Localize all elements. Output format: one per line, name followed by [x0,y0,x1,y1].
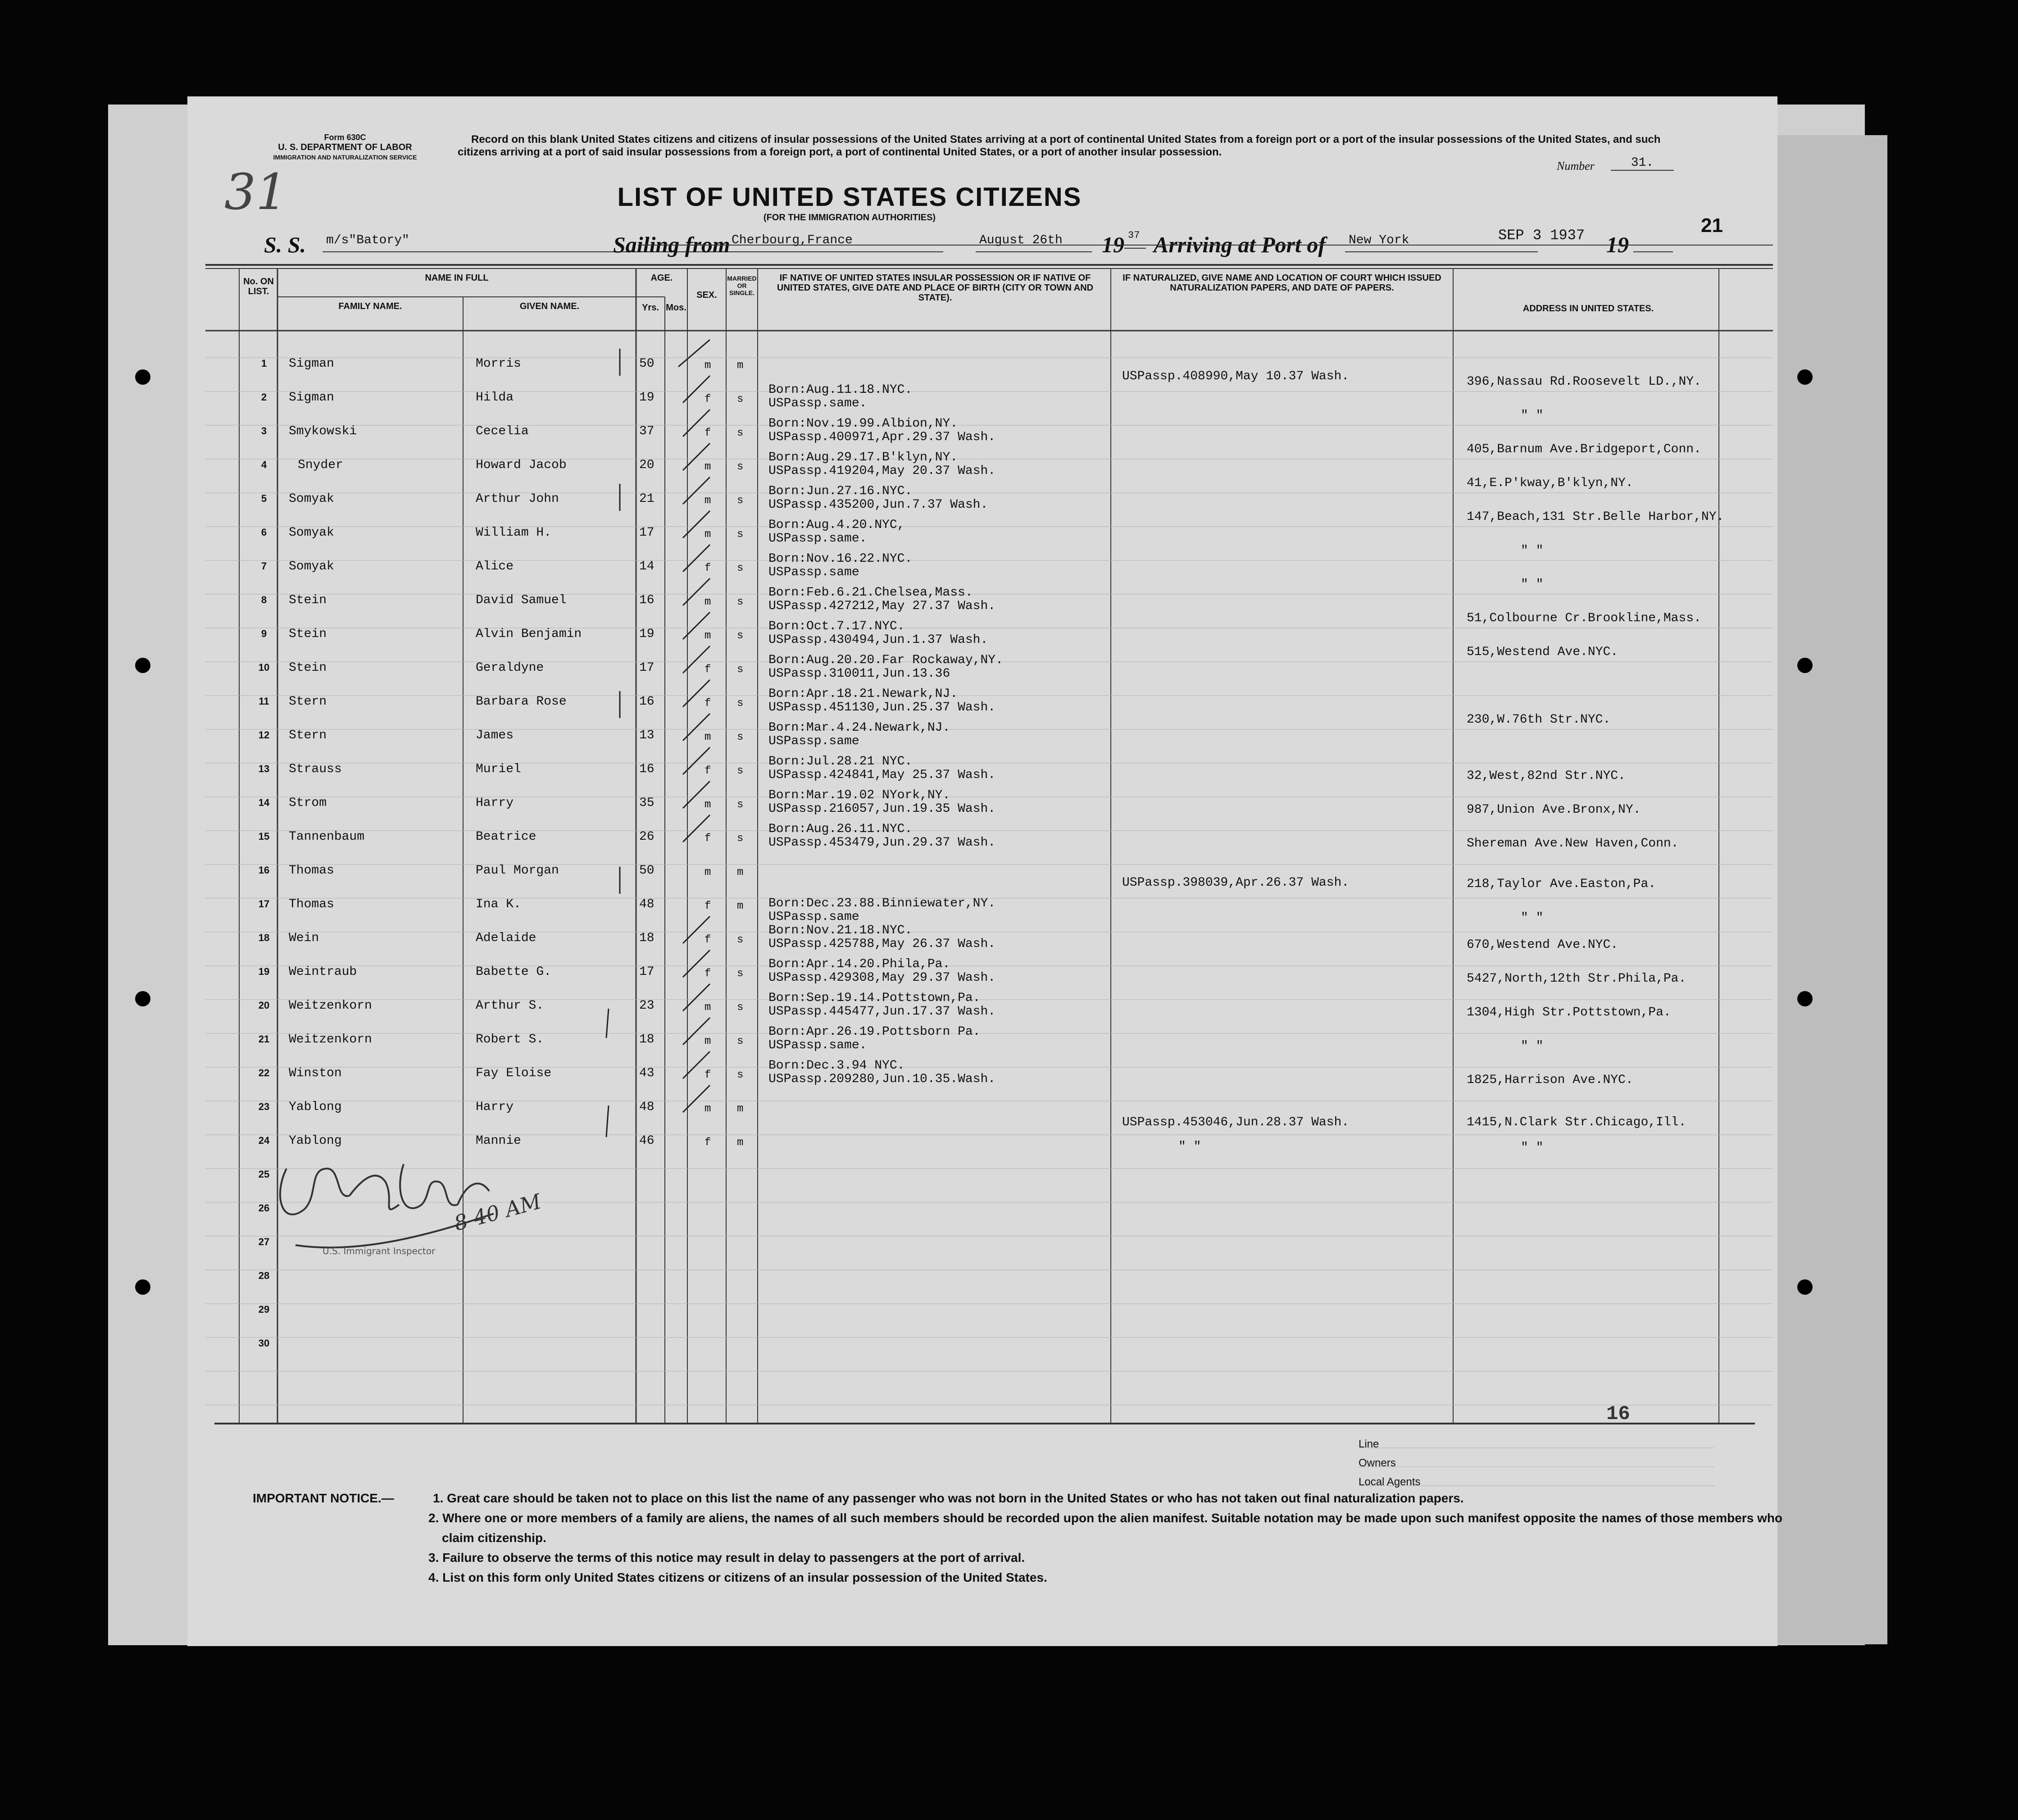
birth-info: Born:Aug.11.18.NYC. [768,383,913,397]
ship-name: m/s"Batory" [323,233,759,252]
family-name: Strom [289,796,327,810]
marital-status: m [737,359,744,372]
row-number: 15 [258,831,270,842]
service-name: IMMIGRATION AND NATURALIZATION SERVICE [273,154,417,161]
address: 230,W.76th Str.NYC. [1467,713,1611,727]
family-name: Weintraub [289,965,357,979]
family-name: Smykowski [289,424,357,438]
sex: f [704,765,711,777]
passport-info: USPassp.427212,May 27.37 Wash. [768,599,996,613]
family-name: Stein [289,593,327,607]
punch-hole [135,1279,150,1295]
row-number: 19 [258,966,270,977]
passport-info: USPassp.same. [768,396,867,410]
birth-info: Born:Mar.4.24.Newark,NJ. [768,721,950,735]
sex: m [704,731,711,743]
passport-info: USPassp.same [768,734,859,748]
address: 396,Nassau Rd.Roosevelt LD.,NY. [1467,375,1701,389]
punch-hole [135,658,150,673]
row-number: 29 [258,1304,270,1315]
birth-info: Born:Aug.20.20.Far Rockaway,NY. [768,653,1003,667]
ss-label: S. S. [264,232,306,257]
sex: m [704,1001,711,1014]
row-number: 1 [261,358,267,369]
handwritten-arrival-time: 8 40 AM [451,1189,544,1236]
address: " " [1521,1039,1544,1053]
punch-hole [135,991,150,1006]
family-name: Tannenbaum [289,830,365,844]
given-name: William H. [476,526,552,540]
address: " " [1521,911,1544,925]
family-name: Somyak [289,560,334,573]
row-number: 11 [259,696,269,707]
marital-status: s [737,1069,744,1081]
marital-status: s [737,833,744,845]
punch-hole [1797,658,1813,673]
sex: f [704,393,711,405]
given-name: Arthur S. [476,999,544,1013]
marital-status: s [737,799,744,811]
age-years: 23 [639,999,654,1013]
sex: m [704,528,711,541]
pencil-tick-marks [187,96,1777,1646]
family-name: Weitzenkorn [289,999,372,1013]
col-address: ADDRESS IN UNITED STATES. [1523,304,1654,314]
age-years: 50 [639,864,654,878]
col-yrs: Yrs. [642,303,659,313]
sex: m [704,630,711,642]
punch-hole [1797,1279,1813,1295]
marital-status: m [737,1103,744,1115]
number-label: Number [1557,159,1595,173]
given-name: Alice [476,560,514,573]
row-number: 10 [258,662,270,673]
birth-info: Born:Jul.28.21 NYC. [768,755,913,769]
row-number: 6 [261,527,267,538]
birth-info: Born:Mar.19.02 NYork,NY. [768,788,950,802]
sex: m [704,866,711,878]
passport-info: USPassp.424841,May 25.37 Wash. [768,768,996,782]
given-name: Babette G. [476,965,552,979]
marital-status: s [737,495,744,507]
punch-hole [1797,369,1813,385]
address: 987,Union Ave.Bronx,NY. [1467,803,1641,817]
birth-info: Born:Apr.26.19.Pottsborn Pa. [768,1025,981,1039]
col-naturalized: IF NATURALIZED, GIVE NAME AND LOCATION OF COURT WHICH ISSUED NATURALIZATION PAPERS, AND DATE OF PAPERS. [1123,273,1441,293]
age-years: 48 [639,1100,654,1114]
address: 405,Barnum Ave.Bridgeport,Conn. [1467,442,1701,456]
birth-info: Born:Aug.29.17.B'klyn,NY. [768,450,958,464]
sex: f [704,664,711,676]
given-name: Beatrice [476,830,536,844]
row-number: 22 [258,1067,270,1078]
passport-info: USPassp.same. [768,532,867,546]
address: 515,Westend Ave.NYC. [1467,645,1618,659]
age-years: 17 [639,965,654,979]
notice-item-2: 2. Where one or more members of a family are aliens, the names of all such members should be recorded upon the alien manifest. Suitable notation may be made upon such manifest opposite the names of those members who claim citizenship. [428,1511,1783,1545]
address: 218,Taylor Ave.Easton,Pa. [1467,877,1656,891]
row-number: 8 [261,594,267,605]
family-name: Thomas [289,864,334,878]
sex: f [704,968,711,980]
passport-info: USPassp.216057,Jun.19.35 Wash. [768,802,996,816]
number-value: 31. [1611,156,1674,171]
age-years: 20 [639,458,654,472]
row-number: 27 [258,1236,270,1247]
marital-status: s [737,968,744,980]
row-number: 16 [258,864,270,876]
given-name: Morris [476,357,521,371]
age-years: 37 [639,424,654,438]
age-years: 48 [639,897,654,911]
given-name: Robert S. [476,1033,544,1046]
family-name: Yablong [289,1134,342,1148]
given-name: Harry [476,796,514,810]
given-name: Mannie [476,1134,521,1148]
marital-status: s [737,427,744,439]
local-agents-label: Local Agents [1359,1476,1421,1488]
sex: f [704,427,711,439]
line-label: Line [1359,1438,1379,1450]
birth-info: Born:Nov.21.18.NYC. [768,924,913,937]
family-name: Stein [289,627,327,641]
passport-info: USPassp.419204,May 20.37 Wash. [768,464,996,478]
birth-info: Born:Nov.16.22.NYC. [768,552,913,566]
given-name: Arthur John [476,492,559,506]
marital-status: s [737,596,744,608]
marital-status: s [737,697,744,710]
passport-info: USPassp.425788,May 26.37 Wash. [768,937,996,951]
passport-info: USPassp.400971,Apr.29.37 Wash. [768,430,996,444]
address: " " [1521,578,1544,592]
family-name: Weitzenkorn [289,1033,372,1046]
row-number: 2 [261,391,267,403]
address: 1415,N.Clark Str.Chicago,Ill. [1467,1115,1686,1129]
owners-label: Owners [1359,1457,1396,1469]
family-name: Somyak [289,492,334,506]
manifest-page [187,96,1783,1646]
address: " " [1521,544,1544,558]
passport-info: USPassp.445477,Jun.17.37 Wash. [768,1005,996,1019]
address: 670,Westend Ave.NYC. [1467,938,1618,952]
notice-item-1: IMPORTANT NOTICE.— 1. Great care should be taken not to place on this list the name of any passenger who was not born in the United States or who has not taken out final naturalization papers. [253,1488,1784,1508]
department-name: U. S. DEPARTMENT OF LABOR [278,142,412,152]
address: " " [1521,409,1544,423]
marital-status: s [737,562,744,574]
age-years: 43 [639,1066,654,1080]
marital-status: s [737,1001,744,1014]
marital-status: m [737,866,744,878]
naturalization: USPassp.408990,May 10.37 Wash. [1122,369,1350,383]
sex: f [704,934,711,946]
signature-caption: U.S. Immigrant Inspector [323,1246,436,1256]
birth-info: Born:Oct.7.17.NYC. [768,619,905,633]
given-name: Geraldyne [476,661,544,675]
passport-info: USPassp.same [768,565,859,579]
family-name: Winston [289,1066,342,1080]
marital-status: s [737,393,744,405]
given-name: Hilda [476,391,514,405]
row-number: 25 [258,1169,270,1180]
given-name: Ina K. [476,897,521,911]
punch-hole [135,369,150,385]
age-years: 21 [639,492,654,506]
birth-info: Born:Jun.27.16.NYC. [768,484,913,498]
sailing-date: August 26th [976,233,1092,252]
given-name: David Samuel [476,593,567,607]
sex: m [704,461,711,473]
age-years: 13 [639,728,654,742]
marital-status: s [737,528,744,541]
sailing-from-value: Cherbourg,France [728,233,943,252]
arrival-port: New York [1345,233,1538,252]
row-number: 5 [261,493,267,504]
marital-status: s [737,934,744,946]
sex: f [704,900,711,912]
form-number: Form 630C [324,133,366,142]
passport-info: USPassp.430494,Jun.1.37 Wash. [768,633,988,647]
marital-status: s [737,461,744,473]
naturalization: USPassp.453046,Jun.28.37 Wash. [1122,1115,1350,1129]
list-subtitle: (FOR THE IMMIGRATION AUTHORITIES) [763,213,936,223]
passport-info: USPassp.209280,Jun.10.35.Wash. [768,1072,996,1086]
birth-info: Born:Dec.3.94 NYC. [768,1059,905,1073]
row-number: 28 [258,1270,270,1281]
address: 5427,North,12th Str.Phila,Pa. [1467,972,1686,986]
col-native-birth: IF NATIVE OF UNITED STATES INSULAR POSSESSION OR IF NATIVE OF UNITED STATES, GIVE DATE AND PLACE OF BIRTH (CITY OR TOWN AND STATE). [777,273,1094,303]
col-married-single: MARRIED OR SINGLE. [727,275,757,296]
age-years: 35 [639,796,654,810]
passport-info: USPassp.435200,Jun.7.37 Wash. [768,498,988,512]
age-years: 18 [639,931,654,945]
punch-hole [1797,991,1813,1006]
marital-status: m [737,900,744,912]
family-name: Sigman [289,391,334,405]
family-name: Wein [289,931,319,945]
col-no: No. ON LIST. [243,277,274,296]
age-years: 18 [639,1033,654,1046]
year-value: 37 [1124,230,1146,249]
marital-status: s [737,630,744,642]
age-years: 16 [639,695,654,709]
birth-info: Born:Feb.6.21.Chelsea,Mass. [768,586,973,600]
age-years: 46 [639,1134,654,1148]
given-name: James [476,728,514,742]
age-years: 16 [639,593,654,607]
row-number: 20 [258,1000,270,1011]
row-number: 24 [258,1135,270,1146]
address: 147,Beach,131 Str.Belle Harbor,NY. [1467,510,1724,524]
notice-item-4: 4. List on this form only United States citizens or citizens of an insular possession of the United States. [428,1570,1047,1584]
passport-info: USPassp.310011,Jun.13.36 [768,667,950,681]
given-name: Howard Jacob [476,458,567,472]
family-name: Sigman [289,357,334,371]
birth-info: Born:Nov.19.99.Albion,NY. [768,417,958,431]
address: 51,Colbourne Cr.Brookline,Mass. [1467,611,1701,625]
family-name: Yablong [289,1100,342,1114]
col-sex: SEX. [696,290,717,300]
year-prefix: 19 [1102,232,1124,257]
address: " " [1521,1141,1544,1155]
col-mos: Mos. [666,303,686,313]
given-name: Alvin Benjamin [476,627,582,641]
notice-item-3: 3. Failure to observe the terms of this notice may result in delay to passengers at the port of arrival. [428,1551,1025,1565]
row-number: 7 [261,560,267,572]
family-name: Thomas [289,897,334,911]
sailing-from-label: Sailing from [613,232,730,257]
family-name: Snyder [298,458,343,472]
family-name: Stern [289,728,327,742]
address: 1825,Harrison Ave.NYC. [1467,1073,1633,1087]
sex: f [704,562,711,574]
given-name: Fay Eloise [476,1066,552,1080]
age-years: 17 [639,526,654,540]
row-number: 12 [258,729,270,741]
marital-status: s [737,1035,744,1047]
important-notice [253,1488,1784,1588]
address: 41,E.P'kway,B'klyn,NY. [1467,476,1633,490]
sex: m [704,1103,711,1115]
birth-info: Born:Dec.23.88.Binniewater,NY. [768,896,996,910]
next-sheet-edge [1775,135,1887,1644]
sex: f [704,833,711,845]
sex: m [704,1035,711,1047]
address: 32,West,82nd Str.NYC. [1467,769,1626,783]
row-number: 21 [258,1033,270,1045]
notice-lead: IMPORTANT NOTICE.— [253,1491,394,1505]
sex: m [704,495,711,507]
birth-info: Born:Sep.19.14.Pottstown,Pa. [768,991,981,1005]
family-name: Stern [289,695,327,709]
col-given-name: GIVEN NAME. [519,301,580,311]
age-years: 26 [639,830,654,844]
age-years: 50 [639,357,654,371]
year-prefix-2: 19 [1606,232,1629,257]
col-name-in-full: NAME IN FULL [425,273,489,283]
family-name: Somyak [289,526,334,540]
arriving-label: Arriving at Port of [1154,232,1326,257]
sex: f [704,1137,711,1149]
passport-info: USPassp.same. [768,1038,867,1052]
age-years: 16 [639,762,654,776]
given-name: Barbara Rose [476,695,567,709]
marital-status: s [737,664,744,676]
given-name: Cecelia [476,424,529,438]
row-number: 13 [258,763,270,774]
naturalization: USPassp.398039,Apr.26.37 Wash. [1122,876,1350,890]
birth-info: Born:Apr.14.20.Phila,Pa. [768,957,950,971]
given-name: Harry [476,1100,514,1114]
row-number: 26 [258,1202,270,1214]
age-years: 17 [639,661,654,675]
row-number: 9 [261,628,267,639]
birth-info: Born:Aug.4.20.NYC, [768,518,905,532]
sheet-number: 21 [1701,214,1723,237]
family-name: Strauss [289,762,342,776]
age-years: 19 [639,391,654,405]
row-number: 4 [261,459,267,470]
record-instructions: Record on this blank United States citizens and citizens of insular possessions of the United States arriving at a port of continental United States from a foreign port or a port of the insular possessions of the United States, and such citizens arriving at a port of said insular possessions from a foreign port, a port of continental United States, or a port of another insular possession. [458,133,1661,158]
row-number: 18 [258,932,270,943]
handwritten-page-number: 31 [224,163,287,221]
marital-status: s [737,731,744,743]
naturalization: " " [1178,1140,1201,1154]
sex: m [704,359,711,372]
stamp-number: 16 [1606,1403,1630,1425]
family-name: Stein [289,661,327,675]
row-number: 23 [258,1101,270,1112]
given-name: Muriel [476,762,521,776]
given-name: Adelaide [476,931,536,945]
birth-info: Born:Aug.26.11.NYC. [768,822,913,836]
passport-info: USPassp.453479,Jun.29.37 Wash. [768,836,996,850]
row-number: 17 [258,898,270,910]
passport-info: USPassp.429308,May 29.37 Wash. [768,971,996,985]
col-age: AGE. [650,273,673,283]
marital-status: s [737,765,744,777]
arrival-date-stamp: SEP 3 1937 [1498,227,1585,244]
marital-status: m [737,1137,744,1149]
passport-info: USPassp.same [768,910,859,924]
sex: f [704,697,711,710]
given-name: Paul Morgan [476,864,559,878]
sex: f [704,1069,711,1081]
list-title: LIST OF UNITED STATES CITIZENS [617,182,1082,212]
birth-info: Born:Apr.18.21.Newark,NJ. [768,687,958,701]
row-number: 30 [258,1338,270,1349]
address: 1304,High Str.Pottstown,Pa. [1467,1006,1671,1019]
address: Shereman Ave.New Haven,Conn. [1467,837,1679,851]
age-years: 14 [639,560,654,573]
sex: m [704,799,711,811]
row-number: 3 [261,425,267,437]
row-number: 14 [258,797,270,808]
sex: m [704,596,711,608]
age-years: 19 [639,627,654,641]
passport-info: USPassp.451130,Jun.25.37 Wash. [768,701,996,714]
col-family-name: FAMILY NAME. [338,301,402,311]
